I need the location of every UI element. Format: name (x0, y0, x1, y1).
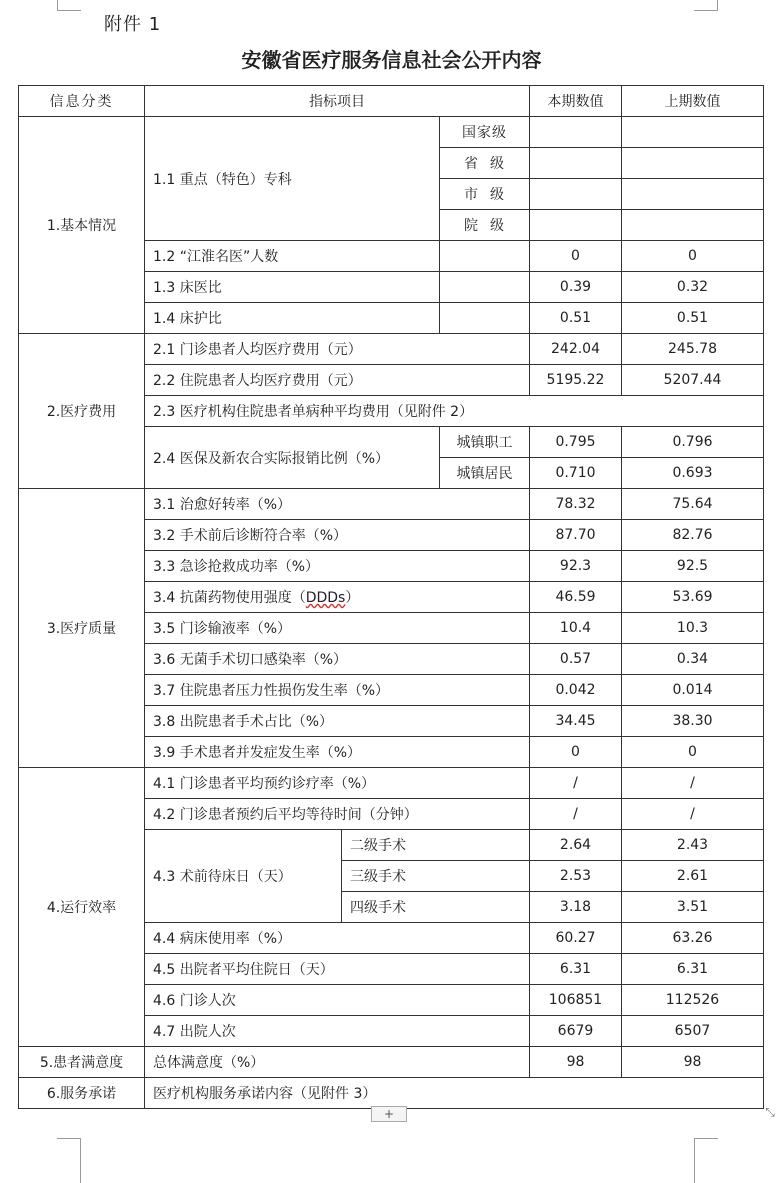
sub-label: 城镇居民 (440, 458, 530, 489)
header-previous: 上期数值 (622, 86, 764, 117)
header-indicator: 指标项目 (145, 86, 530, 117)
current-value: 6.31 (530, 954, 622, 985)
current-value: 34.45 (530, 706, 622, 737)
current-value: 5195.22 (530, 365, 622, 396)
indicator-label: 3.7 住院患者压力性损伤发生率（%） (145, 675, 530, 706)
empty-cell (440, 272, 530, 303)
indicator-label: 2.3 医疗机构住院患者单病种平均费用（见附件 2） (145, 396, 764, 427)
header-category: 信息分类 (19, 86, 145, 117)
previous-value (622, 179, 764, 210)
table-header-row (19, 86, 764, 117)
indicator-label: 2.1 门诊患者人均医疗费用（元） (145, 334, 530, 365)
current-value: 0 (530, 241, 622, 272)
indicator-label: 3.9 手术患者并发症发生率（%） (145, 737, 530, 768)
previous-value (622, 148, 764, 179)
previous-value: 63.26 (622, 923, 764, 954)
previous-value: 3.51 (622, 892, 764, 923)
current-value: 242.04 (530, 334, 622, 365)
crop-mark (694, 10, 718, 11)
previous-value: 0 (622, 737, 764, 768)
table-row (19, 489, 764, 520)
previous-value (622, 210, 764, 241)
indicator-label (145, 582, 530, 613)
spellcheck-flagged-unit: DDDs (305, 590, 346, 606)
level-label: 国家级 (440, 117, 530, 148)
sub-label: 二级手术 (342, 830, 530, 861)
table-resize-handle-icon[interactable]: ⤡ (765, 1105, 775, 1119)
crop-mark (57, 0, 58, 10)
current-value (530, 148, 622, 179)
previous-value: 0.32 (622, 272, 764, 303)
previous-value (622, 117, 764, 148)
current-value (530, 210, 622, 241)
indicator-label: 1.1 重点（特色）专科 (145, 117, 440, 241)
indicator-label: 3.2 手术前后诊断符合率（%） (145, 520, 530, 551)
previous-value: 112526 (622, 985, 764, 1016)
indicator-label-suffix: ） (345, 590, 360, 606)
current-value: 0.51 (530, 303, 622, 334)
current-value: / (530, 768, 622, 799)
sub-label: 三级手术 (342, 861, 530, 892)
crop-mark (57, 1138, 81, 1139)
disclosure-table (18, 85, 764, 1109)
indicator-label: 3.1 治愈好转率（%） (145, 489, 530, 520)
indicator-label: 3.3 急诊抢救成功率（%） (145, 551, 530, 582)
category-cost: 2.医疗费用 (19, 334, 145, 489)
crop-mark (717, 0, 718, 10)
table-row (19, 334, 764, 365)
indicator-label: 4.3 术前待床日（天） (145, 830, 342, 923)
indicator-label: 医疗机构服务承诺内容（见附件 3） (145, 1078, 764, 1109)
previous-value: 0.51 (622, 303, 764, 334)
current-value: 87.70 (530, 520, 622, 551)
category-efficiency: 4.运行效率 (19, 768, 145, 1047)
current-value: 0.39 (530, 272, 622, 303)
table-row (19, 117, 764, 148)
current-value: / (530, 799, 622, 830)
previous-value: 6.31 (622, 954, 764, 985)
table-row (19, 1047, 764, 1078)
indicator-label: 4.7 出院人次 (145, 1016, 530, 1047)
indicator-label: 3.6 无菌手术切口感染率（%） (145, 644, 530, 675)
category-quality: 3.医疗质量 (19, 489, 145, 768)
crop-mark (694, 1138, 718, 1139)
indicator-label: 1.2 “江淮名医”人数 (145, 241, 440, 272)
indicator-label: 4.5 出院者平均住院日（天） (145, 954, 530, 985)
indicator-label: 4.6 门诊人次 (145, 985, 530, 1016)
indicator-label: 2.2 住院患者人均医疗费用（元） (145, 365, 530, 396)
current-value: 0 (530, 737, 622, 768)
current-value: 106851 (530, 985, 622, 1016)
indicator-label: 4.1 门诊患者平均预约诊疗率（%） (145, 768, 530, 799)
empty-cell (440, 241, 530, 272)
current-value: 0.710 (530, 458, 622, 489)
current-value: 2.53 (530, 861, 622, 892)
attachment-label: 附件 1 (104, 14, 162, 35)
indicator-label: 4.2 门诊患者预约后平均等待时间（分钟） (145, 799, 530, 830)
current-value: 10.4 (530, 613, 622, 644)
indicator-label: 3.5 门诊输液率（%） (145, 613, 530, 644)
indicator-label: 3.8 出院患者手术占比（%） (145, 706, 530, 737)
sub-label: 城镇职工 (440, 427, 530, 458)
previous-value: 0.693 (622, 458, 764, 489)
previous-value: 0.796 (622, 427, 764, 458)
previous-value: 0 (622, 241, 764, 272)
current-value (530, 179, 622, 210)
header-current: 本期数值 (530, 86, 622, 117)
current-value: 0.57 (530, 644, 622, 675)
current-value: 98 (530, 1047, 622, 1078)
level-label: 市 级 (440, 179, 530, 210)
table-row (19, 768, 764, 799)
previous-value: 245.78 (622, 334, 764, 365)
indicator-label: 1.3 床医比 (145, 272, 440, 303)
previous-value: 92.5 (622, 551, 764, 582)
previous-value: 0.014 (622, 675, 764, 706)
previous-value: 0.34 (622, 644, 764, 675)
empty-cell (440, 303, 530, 334)
crop-mark (57, 10, 81, 11)
previous-value: 2.61 (622, 861, 764, 892)
current-value: 46.59 (530, 582, 622, 613)
category-commitment: 6.服务承诺 (19, 1078, 145, 1109)
previous-value: 98 (622, 1047, 764, 1078)
indicator-label: 总体满意度（%） (145, 1047, 530, 1078)
table-row (19, 1078, 764, 1109)
previous-value: 53.69 (622, 582, 764, 613)
indicator-label: 2.4 医保及新农合实际报销比例（%） (145, 427, 440, 489)
sub-label: 四级手术 (342, 892, 530, 923)
document-title: 安徽省医疗服务信息社会公开内容 (241, 48, 542, 72)
indicator-label-prefix: 3.4 抗菌药物使用强度（ (153, 590, 306, 606)
crop-mark (80, 1138, 81, 1183)
previous-value: / (622, 768, 764, 799)
level-label: 省 级 (440, 148, 530, 179)
current-value: 6679 (530, 1016, 622, 1047)
previous-value: 75.64 (622, 489, 764, 520)
current-value: 2.64 (530, 830, 622, 861)
category-basic: 1.基本情况 (19, 117, 145, 334)
category-satisfaction: 5.患者满意度 (19, 1047, 145, 1078)
indicator-label: 1.4 床护比 (145, 303, 440, 334)
current-value (530, 117, 622, 148)
crop-mark (694, 1138, 695, 1183)
current-value: 0.795 (530, 427, 622, 458)
indicator-label: 4.4 病床使用率（%） (145, 923, 530, 954)
previous-value: 38.30 (622, 706, 764, 737)
previous-value: 5207.44 (622, 365, 764, 396)
current-value: 60.27 (530, 923, 622, 954)
current-value: 3.18 (530, 892, 622, 923)
current-value: 78.32 (530, 489, 622, 520)
previous-value: 82.76 (622, 520, 764, 551)
previous-value: / (622, 799, 764, 830)
current-value: 92.3 (530, 551, 622, 582)
previous-value: 2.43 (622, 830, 764, 861)
level-label: 院 级 (440, 210, 530, 241)
table-expand-button[interactable]: + (371, 1106, 407, 1122)
previous-value: 10.3 (622, 613, 764, 644)
previous-value: 6507 (622, 1016, 764, 1047)
current-value: 0.042 (530, 675, 622, 706)
